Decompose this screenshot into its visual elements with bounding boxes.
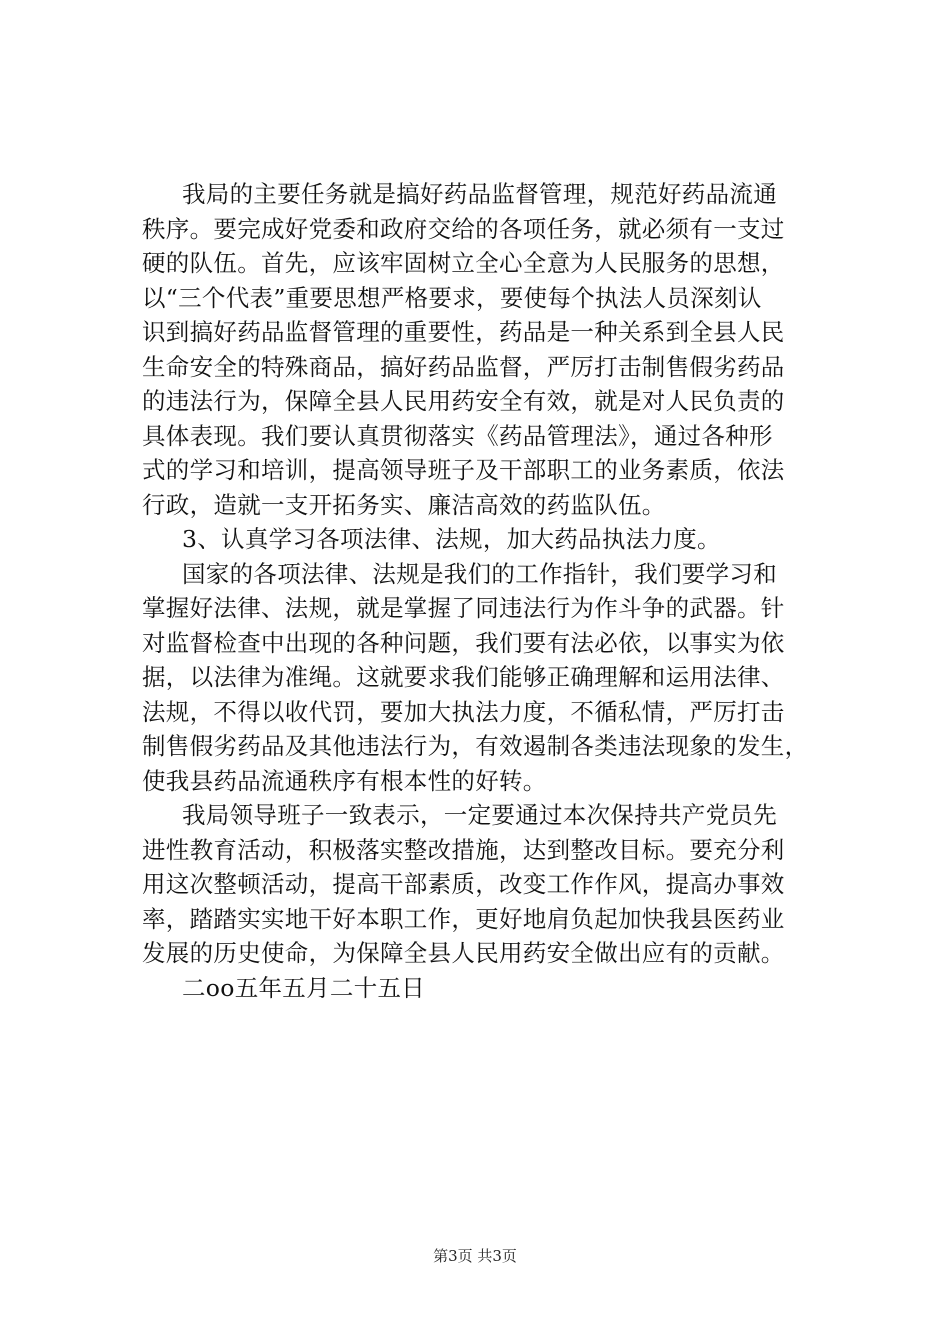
paragraph-line: 使我县药品流通秩序有根本性的好转。 [142,766,547,795]
paragraph-line: 据，以法律为准绳。这就要求我们能够正确理解和运用法律、 [142,663,785,691]
paragraph-line: 掌握好法律、法规，就是掌握了同违法行为作斗争的武器。针 [142,594,785,622]
paragraph-line: 进性教育活动，积极落实整改措施，达到整改目标。要充分利 [142,835,785,864]
document-date: 二oo五年五月二十五日 [182,973,426,1002]
paragraph-line: 发展的历史使命，为保障全县人民用药安全做出应有的贡献。 [142,939,785,967]
paragraph-line: 式的学习和培训，提高领导班子及干部职工的业务素质，依法 [142,456,785,484]
paragraph-line: 我局领导班子一致表示，一定要通过本次保持共产党员先 [182,801,777,829]
paragraph-line: 以“三个代表”重要思想严格要求，要使每个执法人员深刻认 [142,283,762,312]
paragraph-line: 率，踏踏实实地干好本职工作，更好地肩负起加快我县医药业 [142,904,785,933]
paragraph-line: 我局的主要任务就是搞好药品监督管理，规范好药品流通 [182,180,777,208]
paragraph-line: 具体表现。我们要认真贯彻落实《药品管理法》，通过各种形 [142,421,773,450]
paragraph-line: 对监督检查中出现的各种问题，我们要有法必依，以事实为依 [142,628,785,657]
paragraph-line: 国家的各项法律、法规是我们的工作指针，我们要学习和 [182,559,777,588]
paragraph-line: 的违法行为，保障全县人民用药安全有效，就是对人民负责的 [142,387,785,415]
document-body [142,177,846,1005]
paragraph-line: 用这次整顿活动，提高干部素质，改变工作作风，提高办事效 [142,870,785,898]
paragraph-line: 法规，不得以收代罚，要加大执法力度，不循私情，严厉打击 [142,697,785,726]
paragraph-line: 秩序。要完成好党委和政府交给的各项任务，就必须有一支过 [142,214,785,243]
page-number-footer: 第3页 共3页 [433,1247,517,1265]
paragraph-line: 行政，造就一支开拓务实、廉洁高效的药监队伍。 [142,490,666,519]
paragraph-line: 生命安全的特殊商品，搞好药品监督，严厉打击制售假劣药品 [142,352,785,381]
paragraph-line: 识到搞好药品监督管理的重要性，药品是一种关系到全县人民 [142,318,785,346]
paragraph-line: 硬的队伍。首先，应该牢固树立全心全意为人民服务的思想， [142,249,785,277]
section-heading: 3、认真学习各项法律、法规，加大药品执法力度。 [182,525,721,553]
paragraph-line: 制售假劣药品及其他违法行为，有效遏制各类违法现象的发生， [142,732,809,760]
